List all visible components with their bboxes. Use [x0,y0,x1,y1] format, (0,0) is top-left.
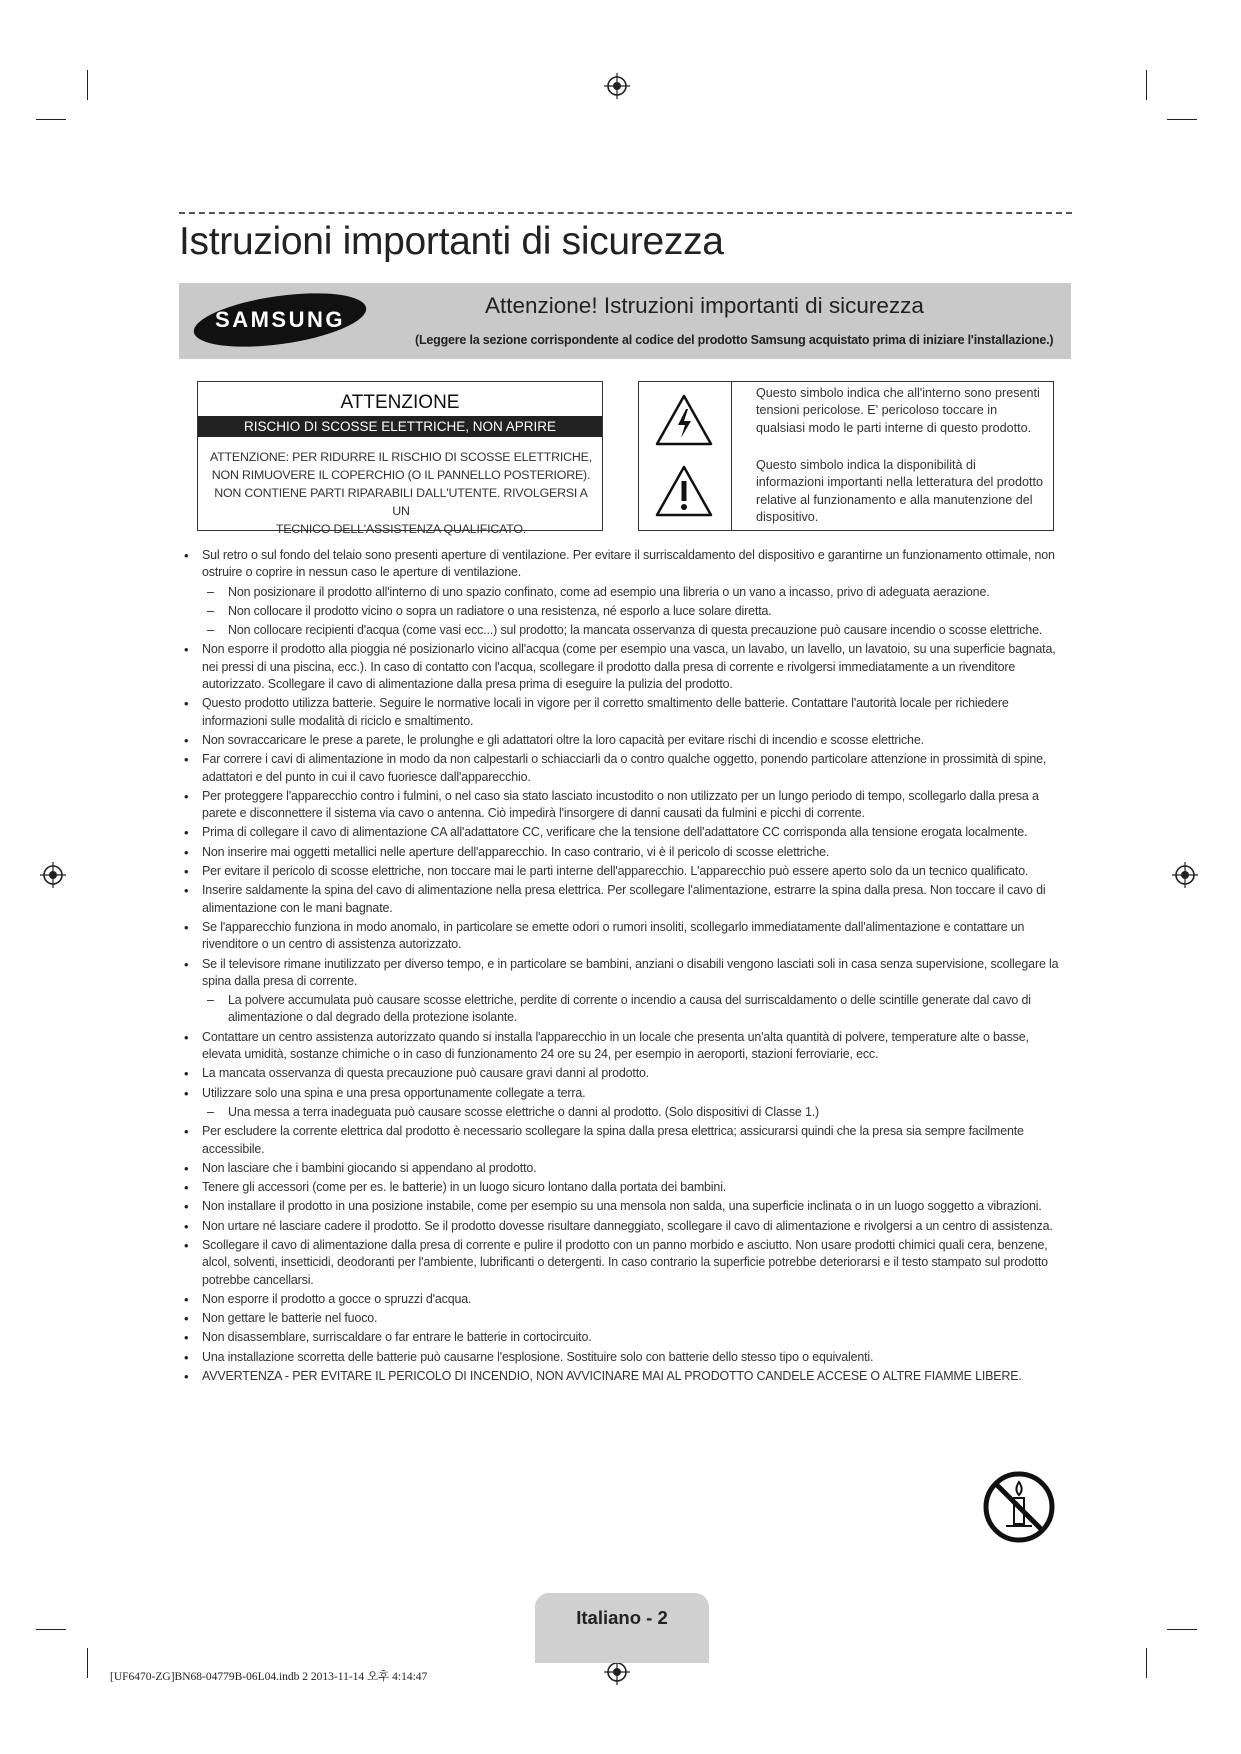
caution-line: NON RIMUOVERE IL COPERCHIO (O IL PANNELLO POSTERIORE). [211,468,591,482]
caution-text [208,448,594,538]
list-item: • Questo prodotto utilizza batterie. Seguire le normative locali in vigore per il corretto smaltimento delle batterie. Contattare l'autorità locale per richiedere informazioni sulle modalità di riciclo e smaltimento. [180,695,1068,730]
crop-mark [1146,1648,1147,1678]
list-item: • Inserire saldamente la spina del cavo di alimentazione nella presa elettrica. Per scollegare l'alimentazione, estrarre la spina dalla presa. Non toccare il cavo di alimentazione con le mani bagnate. [180,882,1068,917]
list-item: • Per evitare il pericolo di scosse elettriche, non toccare mai le parti interne dell'apparecchio. L'apparecchio può essere aperto solo da un tecnico qualificato. [180,863,1068,880]
caution-title: ATTENZIONE [340,392,460,413]
list-item: • Utilizzare solo una spina e una presa opportunamente collegate a terra. [180,1085,1068,1102]
page-number: Italiano - 2 [576,1607,668,1628]
crop-mark [87,70,88,100]
caution-line: ATTENZIONE: PER RIDURRE IL RISCHIO DI SCOSSE ELETTRICHE, [210,450,592,464]
caution-box [197,381,603,536]
no-candle-icon [982,1470,1056,1544]
list-item: • Non sovraccaricare le prese a parete, le prolunghe e gli adattatori oltre la loro capacità per evitare rischi di incendio e scosse elettriche. [180,732,1068,749]
crop-mark [36,1629,66,1630]
list-item: • Non gettare le batterie nel fuoco. [180,1310,1068,1327]
voltage-symbol-text: Questo simbolo indica che all'interno sono presenti tensioni pericolose. E' pericoloso toccare in qualsiasi modo le parti interne di questo prodotto. [756,386,1040,435]
caution-line: TECNICO DELL'ASSISTENZA QUALIFICATO. [275,522,527,536]
list-item: • La mancata osservanza di questa precauzione può causare gravi danni al prodotto. [180,1065,1068,1082]
sub-list-item: – Non collocare recipienti d'acqua (come vasi ecc...) sul prodotto; la mancata osservanza di questa precauzione può causare incendio o scosse elettriche. [180,622,1068,639]
sub-list-item: – La polvere accumulata può causare scosse elettriche, perdite di corrente o incendio a causa del surriscaldamento o delle scintille generate dal cavo di alimentazione o dal degrado della protezione isolante. [180,992,1068,1027]
samsung-logo [191,291,369,349]
list-item: • AVVERTENZA - PER EVITARE IL PERICOLO DI INCENDIO, NON AVVICINARE MAI AL PRODOTTO CANDELE ACCESE O ALTRE FIAMME LIBERE. [180,1368,1068,1385]
sub-list-item: – Non posizionare il prodotto all'interno di uno spazio confinato, come ad esempio una libreria o un vano a incasso, privo di adeguata aerazione. [180,584,1068,601]
crop-mark [1146,70,1147,100]
registration-mark-icon [604,73,630,99]
crop-mark [1167,1629,1197,1630]
list-item: • Contattare un centro assistenza autorizzato quando si installa l'apparecchio in un locale che presenta un'alta quantità di polvere, temperature alte o basse, elevata umidità, sostanze chimiche o in caso di funzionamento 24 ore su 24, per esempio in aeroporti, stazioni ferroviarie, ecc. [180,1029,1068,1064]
list-item: • Prima di collegare il cavo di alimentazione CA all'adattatore CC, verificare che la tensione dell'adattatore CC corrisponda alla tensione erogata localmente. [180,824,1068,841]
sub-list-item: – Non collocare il prodotto vicino o sopra un radiatore o una resistenza, né esporlo a luce solare diretta. [180,603,1068,620]
list-item: • Non disassemblare, surriscaldare o far entrare le batterie in cortocircuito. [180,1329,1068,1346]
list-item: • Tenere gli accessori (come per es. le batterie) in un luogo sicuro lontano dalla portata dei bambini. [180,1179,1068,1196]
registration-mark-icon [40,862,66,888]
list-item: • Non urtare né lasciare cadere il prodotto. Se il prodotto dovesse risultare danneggiato, scollegare il cavo di alimentazione e rivolgersi a un centro di assistenza. [180,1218,1068,1235]
caution-line: NON CONTIENE PARTI RIPARABILI DALL'UTENTE. RIVOLGERSI A UN [214,486,588,518]
list-item: • Far correre i cavi di alimentazione in modo da non calpestarli o schiacciarli da o contro qualche oggetto, ponendo particolare attenzione in prossimità di spine, adattatori e del punto in cui il cavo fuoriesce dall'apparecchio. [180,751,1068,786]
high-voltage-warning-icon [655,394,713,446]
svg-text:SAMSUNG: SAMSUNG [215,307,345,332]
print-slug: [UF6470-ZG]BN68-04779B-06L04.indb 2 2013-11-14 오후 4:14:47 [110,1671,428,1683]
page-title: Istruzioni importanti di sicurezza [179,220,724,263]
safety-instructions-list [180,547,1068,1387]
list-item: • Per proteggere l'apparecchio contro i fulmini, o nel caso sia stato lasciato incustodito o non utilizzato per un lungo periodo di tempo, scollegarlo dalla presa a parete e disconnettere il sistema via cavo o antenna. Ciò impedirà l'insorgere di danni causati da fulmini e picchi di corrente. [180,788,1068,823]
list-item: • Una installazione scorretta delle batterie può causarne l'esplosione. Sostituire solo con batterie dello stesso tipo o equivalenti. [180,1349,1068,1366]
banner-title: Attenzione! Istruzioni importanti di sicurezza [485,293,924,318]
page-number-tab [535,1593,709,1663]
sub-list-item: – Una messa a terra inadeguata può causare scosse elettriche o danni al prodotto. (Solo dispositivi di Classe 1.) [180,1104,1068,1121]
info-symbol-text: Questo simbolo indica la disponibilità di informazioni importanti nella letteratura del prodotto relative al funzionamento e alla manutenzione del dispositivo. [756,458,1044,524]
crop-mark [87,1648,88,1678]
list-item: • Per escludere la corrente elettrica dal prodotto è necessario scollegare la spina dalla presa elettrica; assicurarsi quindi che la presa sia sempre facilmente accessibile. [180,1123,1068,1158]
caution-band: RISCHIO DI SCOSSE ELETTRICHE, NON APRIRE [198,416,602,437]
safety-banner [179,283,1071,359]
registration-mark-icon [1172,862,1198,888]
banner-subtitle: (Leggere la sezione corrispondente al codice del prodotto Samsung acquistato prima di iniziare l'installazione.) [415,333,1054,347]
crop-mark [36,119,66,120]
list-item: • Non inserire mai oggetti metallici nelle aperture dell'apparecchio. In caso contrario, vi è il pericolo di scosse elettriche. [180,844,1068,861]
list-item: • Non esporre il prodotto a gocce o spruzzi d'acqua. [180,1291,1068,1308]
crop-mark [1167,119,1197,120]
list-item: • Se l'apparecchio funziona in modo anomalo, in particolare se emette odori o rumori insoliti, scollegarlo immediatamente dall'alimentazione e contattare un rivenditore o un centro di assistenza autorizzato. [180,919,1068,954]
exclamation-warning-icon [655,465,713,517]
list-item: • Non lasciare che i bambini giocando si appendano al prodotto. [180,1160,1068,1177]
list-item: • Sul retro o sul fondo del telaio sono presenti aperture di ventilazione. Per evitare il surriscaldamento del dispositivo e garantirne un funzionamento ottimale, non ostruire o coprire in nessun caso le aperture di ventilazione. [180,547,1068,582]
list-item: • Scollegare il cavo di alimentazione dalla presa di corrente e pulire il prodotto con un panno morbido e asciutto. Non usare prodotti chimici quali cera, benzene, alcol, solventi, insetticidi, deodoranti per l'ambiente, lubrificanti o detergenti. In caso contrario la superficie potrebbe deteriorarsi e il testo stampato sul prodotto potrebbe cancellarsi. [180,1237,1068,1289]
list-item: • Non installare il prodotto in una posizione instabile, come per esempio su una mensola non salda, una superficie inclinata o in un luogo soggetto a vibrazioni. [180,1198,1068,1215]
list-item: • Non esporre il prodotto alla pioggia né posizionarlo vicino all'acqua (come per esempio una vasca, un lavabo, un lavello, un lavatoio, su una superficie bagnata, nei pressi di una piscina, ecc.). In caso di contatto con l'acqua, scollegare il prodotto dalla presa di corrente e rivolgersi immediatamente a un rivenditore autorizzato. Scollegare il cavo di alimentazione dalla presa prima di eseguire la pulizia del prodotto. [180,641,1068,693]
symbols-box [638,381,1054,531]
divider [731,382,732,530]
list-item: • Se il televisore rimane inutilizzato per diverso tempo, e in particolare se bambini, anziani o disabili vengono lasciati soli in casa senza supervisione, scollegare la spina dalla presa di corrente. [180,956,1068,991]
dashed-rule [179,212,1072,214]
